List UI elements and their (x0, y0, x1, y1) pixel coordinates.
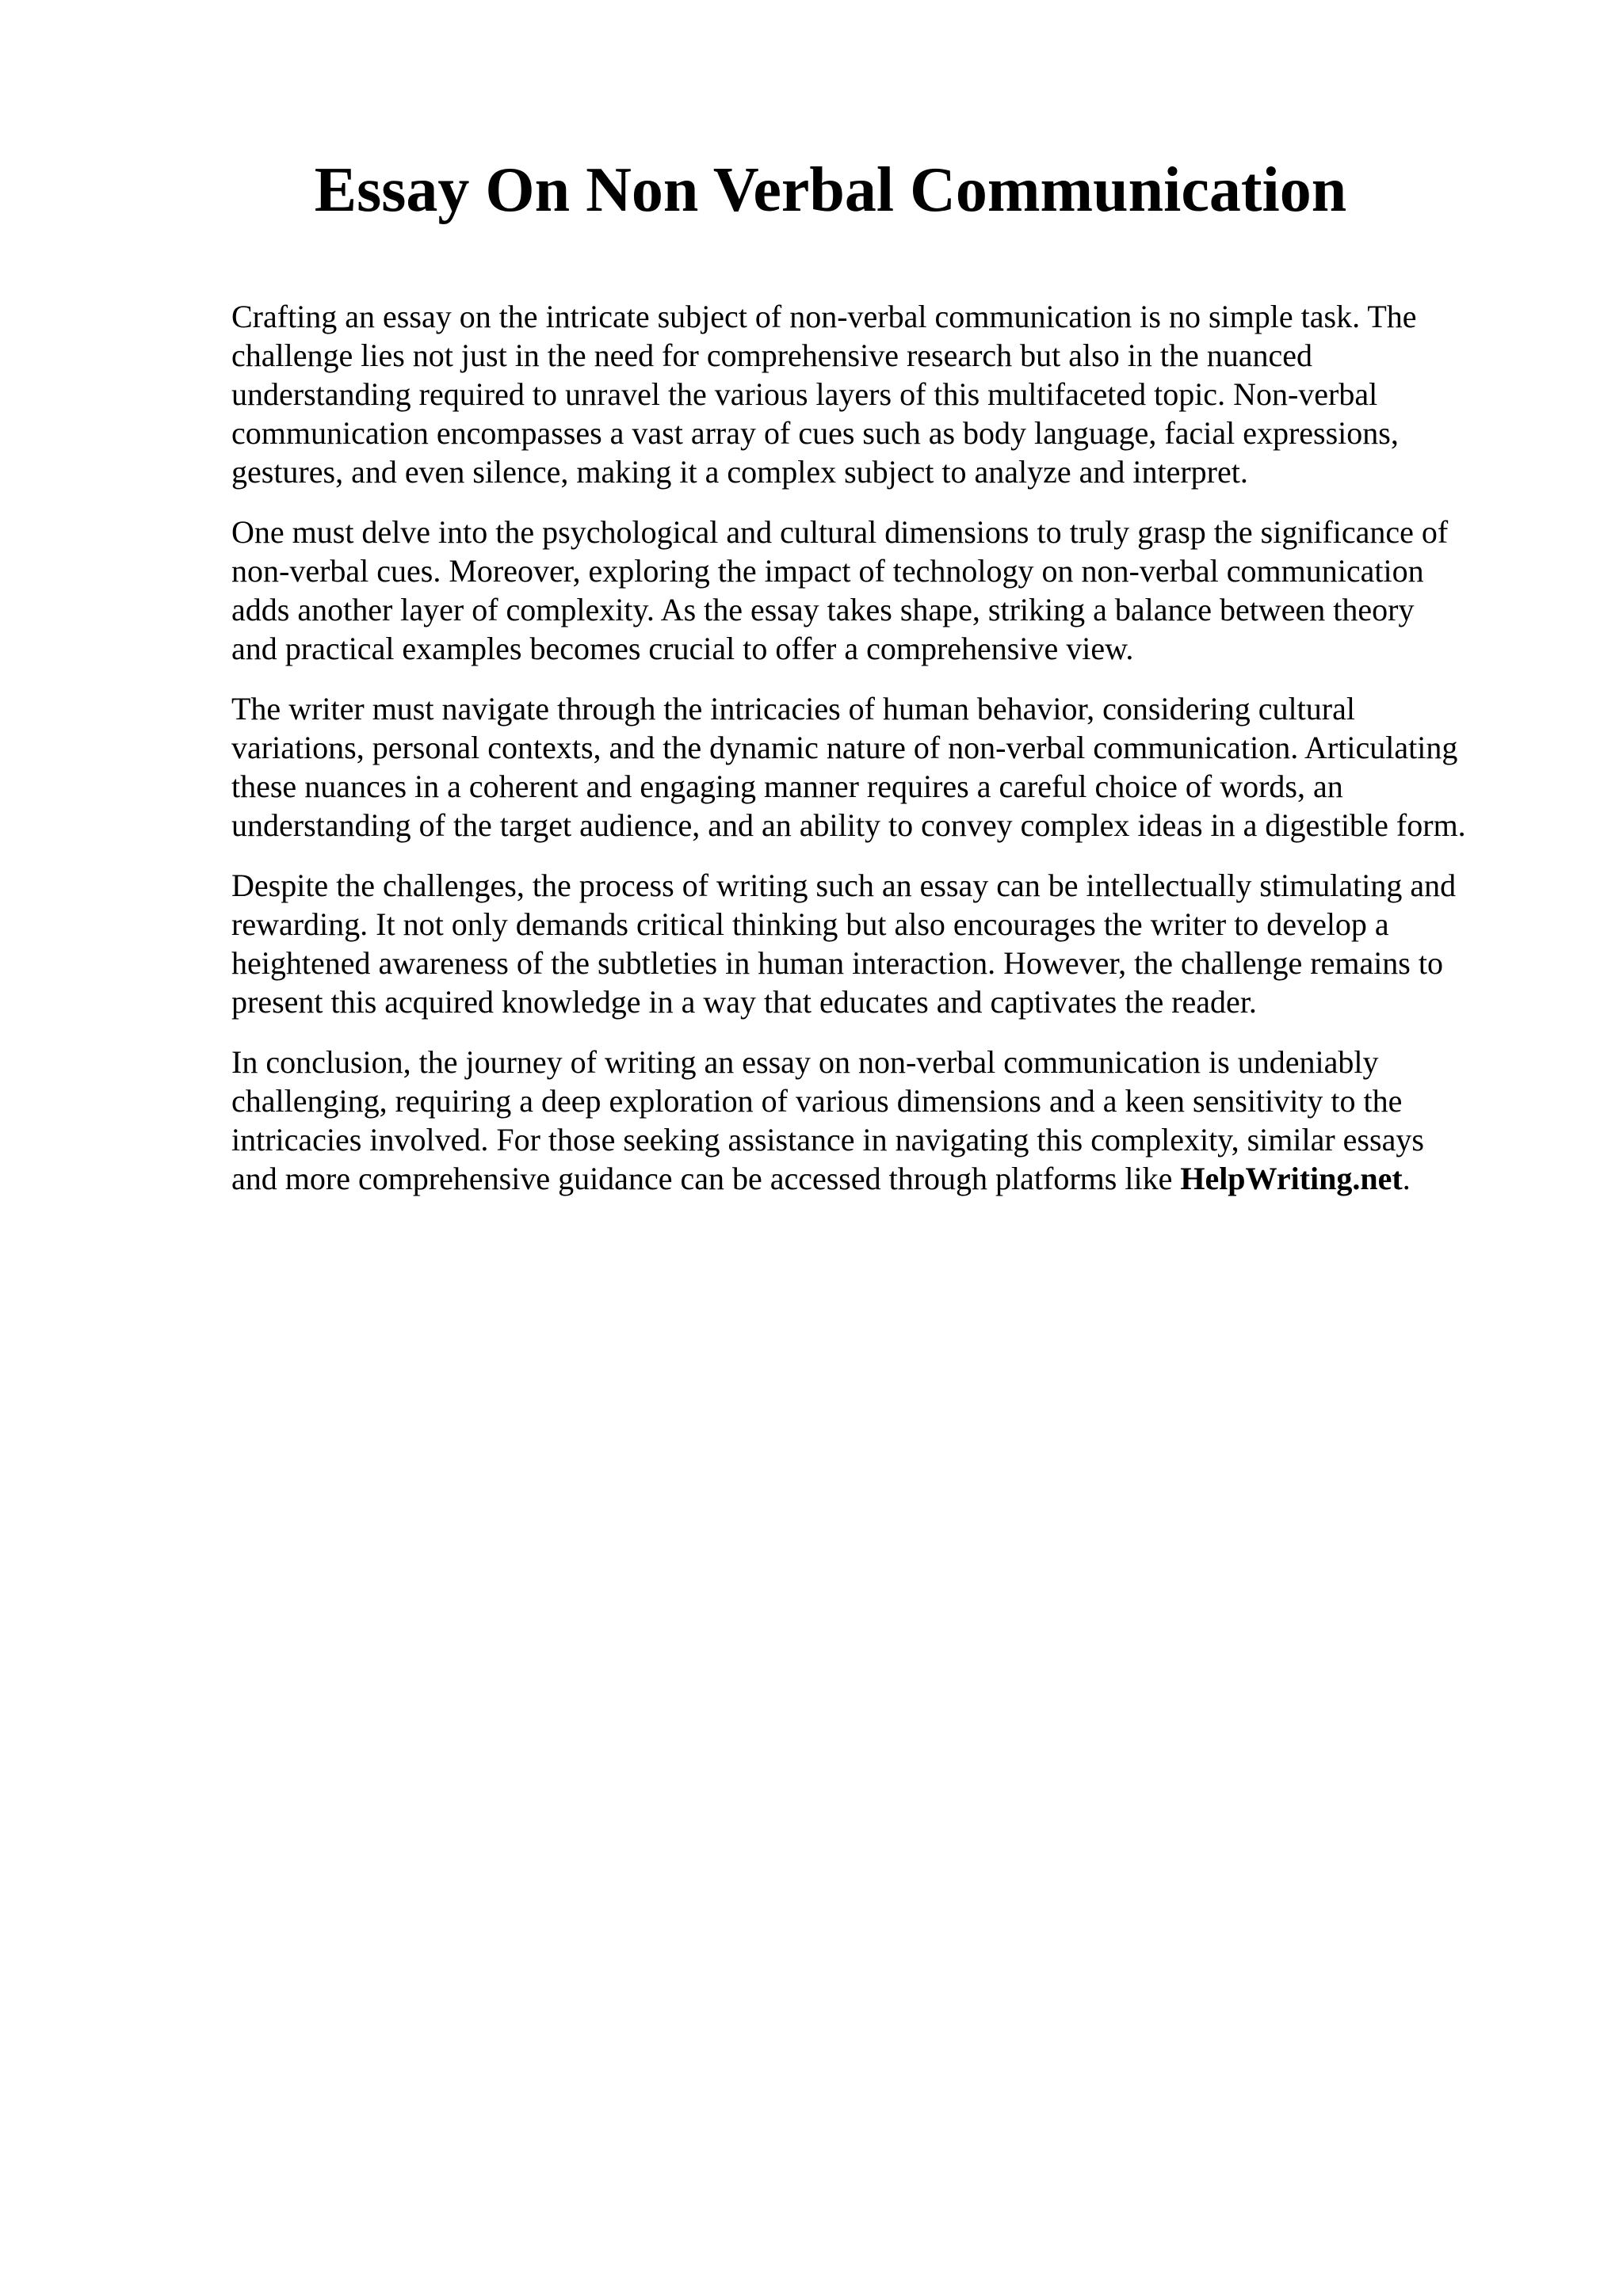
paragraph-line: adds another layer of complexity. As the essay takes shape, striking a balance between theory (231, 592, 1415, 627)
paragraph-last-line (231, 1159, 1623, 1198)
document-body (231, 297, 1623, 1219)
paragraph-line: One must delve into the psychological and cultural dimensions to truly grasp the significance of (231, 514, 1449, 550)
paragraph-line: these nuances in a coherent and engaging manner requires a careful choice of words, an (231, 769, 1343, 804)
paragraph-3 (231, 689, 1623, 845)
paragraph-line: and practical examples becomes crucial to offer a comprehensive view. (231, 631, 1134, 666)
paragraph-line: The writer must navigate through the intricacies of human behavior, considering cultural (231, 691, 1355, 727)
paragraph-line: gestures, and even silence, making it a complex subject to analyze and interpret. (231, 454, 1248, 490)
paragraph-line: non-verbal cues. Moreover, exploring the impact of technology on non-verbal communication (231, 553, 1424, 589)
paragraph-line: challenge lies not just in the need for comprehensive research but also in the nuanced (231, 338, 1312, 373)
paragraph-line: In conclusion, the journey of writing an essay on non-verbal communication is undeniably (231, 1044, 1379, 1080)
paragraph-line: Crafting an essay on the intricate subject of non-verbal communication is no simple task. The (231, 299, 1417, 334)
paragraph-4 (231, 866, 1623, 1021)
document-title: Essay On Non Verbal Communication (314, 155, 1347, 225)
paragraph-5 (231, 1043, 1623, 1198)
paragraph-line: Despite the challenges, the process of writing such an essay can be intellectually stimulating and (231, 868, 1457, 903)
paragraph-line: rewarding. It not only demands critical thinking but also encourages the writer to develop a (231, 906, 1389, 942)
paragraph-line-end: . (1402, 1161, 1411, 1196)
paragraph-line: challenging, requiring a deep exploration of various dimensions and a keen sensitivity to the (231, 1083, 1403, 1119)
helpwriting-link[interactable]: HelpWriting.net (1180, 1161, 1403, 1196)
paragraph-line: communication encompasses a vast array of cues such as body language, facial expressions, (231, 415, 1399, 451)
paragraph-2 (231, 513, 1623, 668)
paragraph-line: variations, personal contexts, and the dynamic nature of non-verbal communication. Articulating (231, 730, 1458, 765)
paragraph-line: heightened awareness of the subtleties in human interaction. However, the challenge remains to (231, 945, 1443, 981)
paragraph-line-text: and more comprehensive guidance can be accessed through platforms like (231, 1161, 1181, 1196)
paragraph-line: understanding of the target audience, and an ability to convey complex ideas in a digestible form. (231, 807, 1466, 843)
paragraph-line: present this acquired knowledge in a way that educates and captivates the reader. (231, 984, 1257, 1020)
paragraph-line: understanding required to unravel the various layers of this multifaceted topic. Non-verbal (231, 376, 1378, 412)
paragraph-line: intricacies involved. For those seeking assistance in navigating this complexity, similar essays (231, 1122, 1424, 1158)
paragraph-1 (231, 297, 1623, 491)
